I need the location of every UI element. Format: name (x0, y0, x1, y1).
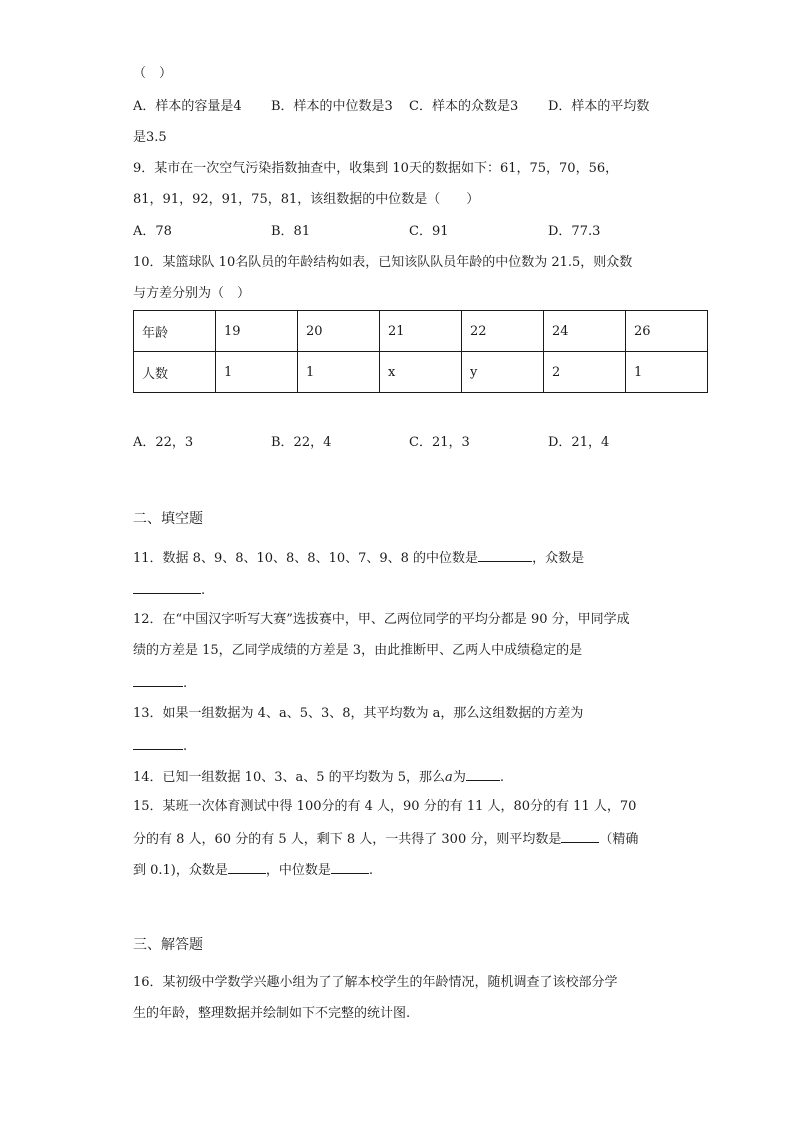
table-row (134, 352, 708, 393)
table-cell: x (380, 352, 462, 393)
q12-blank[interactable] (133, 672, 183, 687)
q14-text: 14．已知一组数据 10、3、a、5 的平均数为 5，那么 (133, 770, 446, 785)
q14-line1 (133, 766, 504, 788)
q10-line1: 10．某篮球队 10名队员的年龄结构如表，已知该队队员年龄的中位数为 21.5，则众数 (133, 255, 633, 270)
q15-line3 (133, 859, 373, 881)
table-cell: 21 (380, 311, 462, 352)
q12-line1: 12．在“中国汉字听写大赛”选拔赛中，甲、乙两位同学的平均分都是 90 分，甲同学成 (133, 612, 630, 627)
q13-line2 (133, 735, 187, 757)
q10-option-b: B．22，4 (271, 435, 332, 450)
q8-option-d-wrap: 是3.5 (133, 130, 167, 145)
q15-text3b: ，中位数是 (265, 863, 331, 878)
q9-line1: 9．某市在一次空气污染指数抽查中，收集到 10天的数据如下：61，75，70，56， (133, 161, 619, 176)
q14-text-mid: 为 (452, 770, 466, 785)
q11-line1 (133, 547, 584, 569)
q8-tail: （ ） (133, 66, 173, 81)
q11-line2 (133, 579, 205, 601)
q15-end: . (368, 863, 374, 878)
q8-option-c: C．样本的众数是3 (409, 99, 519, 114)
q8-option-d: D．样本的平均数 (548, 99, 650, 114)
q15-blank-mean[interactable] (561, 828, 599, 843)
q16-line2: 生的年龄，整理数据并绘制如下不完整的统计图. (133, 1006, 411, 1021)
table-cell: 1 (216, 352, 298, 393)
q11-text: 11．数据 8、9、8、10、8、8、10、7、9、8 的中位数是 (133, 551, 479, 566)
q13-blank[interactable] (133, 735, 183, 750)
q9-option-a: A．78 (133, 224, 172, 239)
q15-text2: 分的有 8 人，60 分的有 5 人，剩下 8 人，一共得了 300 分，则平均数是 (133, 832, 562, 847)
table-cell: 2 (544, 352, 626, 393)
q11-blank-median[interactable] (478, 547, 532, 562)
q9-option-b: B．81 (271, 224, 311, 239)
table-cell: 1 (298, 352, 380, 393)
q13-end: . (183, 739, 188, 754)
table-cell: y (462, 352, 544, 393)
q10-option-a: A．22，3 (133, 435, 194, 450)
table-cell: 1 (626, 352, 708, 393)
q12-line3 (133, 672, 187, 694)
q9-option-d: D．77.3 (548, 224, 601, 239)
table-cell: 人数 (134, 352, 216, 393)
table-row (134, 311, 708, 352)
age-table (133, 310, 708, 393)
section-answer-title: 三、解答题 (133, 937, 203, 953)
q8-option-a: A．样本的容量是4 (133, 99, 242, 114)
q9-line2: 81，91，92，91，75，81，该组数据的中位数是（ ） (133, 192, 480, 207)
q15-line1: 15．某班一次体育测试中得 100分的有 4 人，90 分的有 11 人，80分的有 11 人，70 (133, 799, 637, 814)
q11-end: . (201, 583, 206, 598)
q10-option-c: C．21，3 (409, 435, 470, 450)
q12-line2: 绩的方差是 15，乙同学成绩的方差是 3，由此推断甲、乙两人中成绩稳定的是 (133, 643, 583, 658)
table-cell: 20 (298, 311, 380, 352)
table-cell: 26 (626, 311, 708, 352)
q11-blank-mode[interactable] (133, 579, 201, 594)
q10-line2: 与方差分别为（ ） (133, 286, 251, 301)
q15-blank-median[interactable] (331, 859, 369, 874)
q9-option-c: C．91 (409, 224, 449, 239)
q8-option-b: B．样本的中位数是3 (271, 99, 393, 114)
q11-text-mid: ，众数是 (532, 551, 585, 566)
table-cell: 年龄 (134, 311, 216, 352)
q10-option-d: D．21，4 (548, 435, 610, 450)
table-cell: 24 (544, 311, 626, 352)
q15-blank-mode[interactable] (228, 859, 266, 874)
section-fill-blank-title: 二、填空题 (133, 511, 203, 527)
table-cell: 19 (216, 311, 298, 352)
q13-line1: 13．如果一组数据为 4、a、5、3、8，其平均数为 a，那么这组数据的方差为 (133, 706, 584, 721)
q12-end: . (183, 676, 188, 691)
q14-blank[interactable] (466, 766, 500, 781)
q14-variable: a (445, 770, 453, 785)
q14-end: . (499, 770, 504, 785)
q16-line1: 16．某初级中学数学兴趣小组为了了解本校学生的年龄情况，随机调查了该校部分学 (133, 975, 618, 990)
q15-line2 (133, 828, 638, 850)
table-cell: 22 (462, 311, 544, 352)
q15-text3: 到 0.1)，众数是 (133, 863, 228, 878)
q15-text2b: （精确 (599, 832, 639, 847)
